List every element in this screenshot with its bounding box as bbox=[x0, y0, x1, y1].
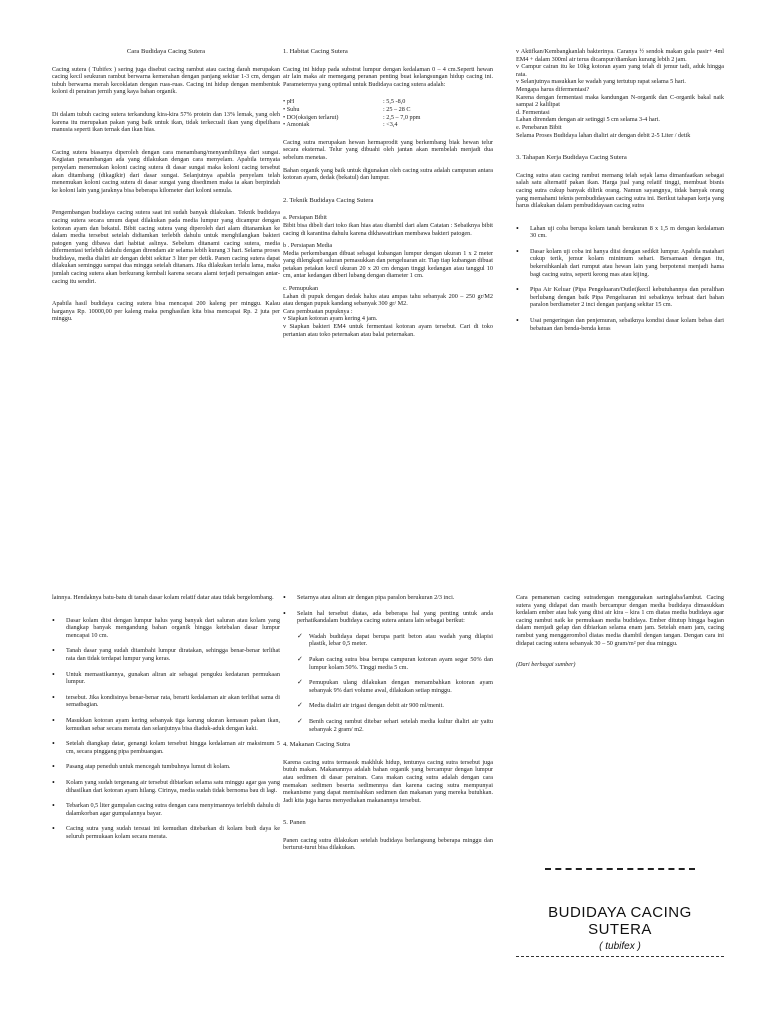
cover-block bbox=[516, 868, 724, 968]
section-title-teknik: 2. Teknik Budidaya Cacing Sutera bbox=[283, 196, 374, 204]
bullet-list bbox=[516, 225, 724, 333]
section-title-tahapan: 3. Tahapan Kerja Budidaya Cacing Sutera bbox=[516, 154, 627, 162]
subheading: a. Persiapan Bibit bbox=[283, 214, 327, 222]
paragraph: Selama Proses Budidaya lahan dialiri air dengan debit 2-5 Liter / detik bbox=[516, 131, 691, 139]
column-3 bbox=[516, 48, 724, 488]
divider bbox=[545, 868, 695, 870]
paragraph: Di dalam tubuh cacing sutera terkandung kira-kira 57% protein dan 13% lemak, yang oleh karena itu merupakan pakan yang baik untuk ikan, tidak terkecuali ikan yang dipelihara manusia seperti ikan ternak dan ikan hias. bbox=[52, 110, 280, 134]
list-item: • Setarnya atau aliran air dengan pipa paralon berukuran 2/3 inci. bbox=[283, 594, 493, 602]
paragraph: Pengembangan budidaya cacing sutera saat ini sudah banyak dilakukan. Teknik budidaya cacing sutera secara umum dapat dilakukan pada media lumpur yang dicampur dengan kotoran ayam dan bekatul. Bibit cacing sutera yang diperoleh dari alam ditanamkan ke dalam media tersebut setelah didiamkan terlebih dahulu untuk menghilangkan bakteri patogen yang dibawa dari habitat aslinya. Sebelum ditanami cacing sutera, media difermentasi terlebih dahulu dengan direndam air selama lebih kurang 3 hari. Selama proses budidaya, media dialiri air dengan debit sekitar 3 liter per detik. Panen cacing sutera dapat dilakukan seminggu sampai dua minggu setelah ditanam. Jika dilakukan terlalu lama, maka jumlah cacing sutera akan berkurang kembali karena secara alami terjadi persaingan antar-cacing itu sendiri. bbox=[52, 209, 280, 285]
list-item: • Kolam yang sudah tergenang air tersebut dibiarkan selama satu minggu agar gas yang dihasilkan dari kotoran ayam hilang. Cirinya, media sudah tidak bernoma bau di lagi. bbox=[52, 779, 280, 794]
paragraph: Cara pembuatan pupuknya : bbox=[283, 307, 353, 315]
paragraph: lainnya. Hendaknya batu-batu di tanah dasar kolam relatif datar atau tidak bergelombang. bbox=[52, 594, 274, 601]
list-item: v Selanjutnya masukkan ke wadah yang tertutup rapat selama 5 hari. bbox=[516, 78, 686, 86]
list-item: • Dasar kolam diisi dengan lumpur halus yang banyak dari saluran atau kolam yang diangkap banyak mengandung bahan organik hingga ketebalan dasar lumpur mencapai 10 cm. bbox=[52, 617, 280, 640]
parameter-row: • DO(oksigen terlarut) : 2,5 – 7,0 ppm bbox=[283, 113, 421, 121]
bullet-list bbox=[52, 617, 280, 841]
paragraph: Cacing sutera ( Tubifex ) sering juga disebut cacing rambut atau cacing darah merupakan cacing kecil seukuran rambut berwarna kemerahan dengan panjang sekitar 1-3 cm, dengan tubuh berwarna merah kecoklatan dengan ruas-ruas. Cacing ini hidup dengan membentuk koloni di perairan jernih yang kaya bahan organik. bbox=[52, 65, 280, 96]
paragraph: Bibit bisa dibeli dari toko ikan hias atau diambil dari alam Catatan : Sebaiknya bibit cacing di karantina dahulu karena dikhawatirkan membawa bakteri patogen. bbox=[283, 221, 493, 237]
paragraph: Karena dengan fermentasi maka kandungan N-organik dan C-organik bakal naik sampai 2 kalilipat bbox=[516, 93, 724, 109]
column-1-title: Cara Budidaya Cacing Sutera bbox=[126, 48, 206, 55]
checklist bbox=[283, 633, 493, 733]
list-item: • tersebut. Jika kondisinya benar-benar rata, berarti kedalaman air akan terlihat sama di sematbagian. bbox=[52, 694, 280, 709]
list-item: v Siapkan kotoran ayam kering 4 jam. bbox=[283, 315, 378, 323]
paragraph: Cacing ini hidup pada substrat lumpur dengan kedalaman 0 – 4 cm.Seperti hewan air lain maka air memegang peranan penting buat kelangsungan hidup cacing ini. Parameternya yang optimal untuk Budidaya cacing sutera adalah: bbox=[283, 65, 493, 88]
paragraph: Lahan di pupuk dengan dedak halus atau ampas tahu sebanyak 200 – 250 gr/M2 atau dengan pupuk kandang sebanyak 300 gr/ M2. bbox=[283, 292, 493, 308]
list-item: • Tanah dasar yang sudah ditambahi lumpur diratakan, sehingga benar-benar terlihat rata dan tidak terdapat lumpur yang keras. bbox=[52, 647, 280, 662]
list-item: • Dasar kolam uji coba ini hanya diisi dengan sedikit lumpur. Apabila matahari cukup terik, jemur kolam minimum sehari. Bersamaan dengan itu, bekersihkanlah dari rumput atau hewan lain yang berpotensi menjadi hama bagi cacing sutra, seperti keong mas atau kijing. bbox=[516, 248, 724, 278]
paragraph: Lahan direndam dengan air setinggi 5 cm selama 3-4 hari. bbox=[516, 116, 660, 124]
paragraph: Bahan organik yang baik untuk digunakan oleh cacing sutra adalah campuran antara kotoran ayam, dedak (bekatul) dan lumpur. bbox=[283, 166, 493, 182]
list-item: • Cacing sutra yang sudah tersuai ini kemudian ditebarkan di kolam budi daya ke seluruh permukaan kolam secara merata. bbox=[52, 825, 280, 840]
list-item: • Pipa Air Keluar (Pipa Pengeluaran/Outlet)kecil kebutuhannya dan peralihan berlubang dengan baik Pipa Pengeluaran ini sebaiknya terbuat dari bahan paralon berdiameter 2 inci dengan panjang sekitar 15 cm. bbox=[516, 286, 724, 309]
subheading: c. Pemupukan bbox=[283, 285, 319, 293]
paragraph: Cacing sutra merupakan hewan hermaprodit yang berkembang biak hewan telur secara eksternal. Telur yang dibuahi oleh jantan akan membelah menjadi dua sebelum menetas. bbox=[283, 138, 493, 161]
divider bbox=[516, 956, 724, 957]
check-item: ✓ Wadah budidaya dapat berupa parit beton atau wadah yang dilapisi plastik, lebar 0,5 meter. bbox=[297, 633, 493, 648]
parameter-row: • Amoniak : <3,4 bbox=[283, 121, 398, 129]
list-item: • Pasang atap peneduh untuk mencegah tumbuhnya lumut di kolam. bbox=[52, 763, 280, 771]
paragraph: Cacing sutera biasanya diperoleh dengan cara menambang/menyambilinya dari sungai. Kegiatan penambangan ada yang dilakukan dengan cara menyelam. Apabila ternyata penyelam menemukan koloni cacing sutera di dasar sungai maka koloni cacing tersebut akan ditambang (dikagikir) dari dasar sungai. Selanjutnya apabila penyelam telah menemukan koloni cacing sutera di dasar sungai yang disedimen maka ia akan berpindah ke koloni lain yang jaraknya bisa beberapa kilometer dari koloni semula. bbox=[52, 148, 280, 194]
list-item: • Masukkan kotoran ayam kering sebanyak tiga karung ukuran kemasan pakan ikan, kemudian sebar secara merata dan selanjutnya bisa diaduk-aduk dengan kaki. bbox=[52, 717, 280, 732]
section-title-panen: 5. Panen bbox=[283, 819, 306, 827]
check-item: ✓ Pakan cacing sutra bisa berupa campuran kotoran ayam segar 50% dan lumpur kolam 50%. Tinggi media 5 cm. bbox=[297, 656, 493, 671]
list-item: • Usai pengeringan dan penjemuran, sebaiknya kondisi dasar kolam bebas dari bebatuan dan benda-benda keras bbox=[516, 317, 724, 332]
column-6 bbox=[516, 594, 724, 734]
cover-title: BUDIDAYA CACING SUTERA bbox=[548, 904, 692, 938]
bullet-list bbox=[283, 594, 493, 625]
subheading: b . Persiapan Media bbox=[283, 242, 333, 250]
section-title-makanan: 4. Makanan Cacing Sutra bbox=[283, 741, 351, 749]
parameter-row: • Suhu : 25 – 28 C bbox=[283, 105, 411, 113]
list-item: • Untuk memastikannya, gunakan aliran air sebagai penguku kedataran permukaan lumpur. bbox=[52, 671, 280, 686]
paragraph: Karena cacing sutra termasuk makhluk hidup, tentunya cacing sutra tersebut juga butuh makan. Makanannya adalah bahan organik yang bercampur dengan lumpur atau sedimen di dasar perairan. Cara makan cacing sutra adalah dengan cara memakan sedimen beserta sedimennya dan karena cacing sutra mempunyai mekanisme yang dapat memisahkan sedimen dan makanan yang mereka butuhkan. Jadi kita juga harus menyediakan makanannya tersebut. bbox=[283, 758, 493, 804]
cover-subtitle: ( tubifex ) bbox=[599, 941, 641, 952]
list-item: • Tebarkan 0,5 liter gumpalan cacing sutra dengan cara menyimannya terlebih dahulu di dalamkorban agar gumpalannya bayar. bbox=[52, 802, 280, 817]
list-item: • Lahan uji coba berupa kolam tanah berukuran 8 x 1,5 m dengan kedalaman 30 cm. bbox=[516, 225, 724, 240]
list-item: • Setelah diangkap datar, genangi kolam tersebut hingga kedalaman air maksimum 5 cm, secara pinggang pipa pembuangan. bbox=[52, 740, 280, 755]
column-5 bbox=[283, 594, 493, 1024]
list-item: v Aktifkan/Kembangkanlah bakterinya. Caranya ½ sendok makan gula pasir+ 4ml EM4 + dalam 300ml air terus dicampur/diamkan kurang lebih 2 jam. bbox=[516, 48, 724, 63]
list-item: • Selain hal tersebut diatas, ada beberapa hal yang penting untuk anda perhatikandalam budidaya cacing sutera antara lain sebagai berikut: bbox=[283, 610, 493, 625]
list-item: v Siapkan bakteri EM4 untuk fermentasi kotoran ayam tersebut. Cari di toko pertanian atau toko peternakan atau balai peternakan. bbox=[283, 323, 493, 338]
paragraph: Apabila hasil budidaya cacing sutera bisa mencapai 200 kaleng per minggu. Kalau harganya Rp. 10000,00 per kaleng maka penghasilan kita bisa mencapai Rp. 2 juta per minggu. bbox=[52, 300, 280, 323]
column-1 bbox=[52, 48, 280, 488]
parameter-row: • pH : 5,5 -8,0 bbox=[283, 98, 406, 106]
list-item: v Campur cairan itu ke 10kg kotoran ayam yang telah di jemur tadi, aduk hingga rata. bbox=[516, 63, 724, 78]
column-4 bbox=[52, 594, 280, 1024]
column-2 bbox=[283, 48, 493, 488]
paragraph: Cara pemanenan cacing sutradengan menggunakan saringlaba/lambut. Cacing sutera yang didapat dan masih bercampur dengan media budidaya dimasukkan kedalam ember atau bak yang diisi air kira – kira 1 cm diatas media budidaya agar cacing rambut naik ke permukaan media budidaya. Ember ditutup hingga bagian dalam menjadi gelap dan dibiarkan selama enam jam. Setelah enam jam, cacing rambut yang menggerombol diatas media diambil dengan tangan. Dengan cara ini didapat cacing sutera sebanyak 30 – 50 gram/m² per dua minggu. bbox=[516, 594, 724, 647]
source-note: (Dari berbagai sumber) bbox=[516, 661, 576, 669]
paragraph: Panen cacing sutra dilakukan setelah budidaya berlangsung beberapa minggu dan berturut-turut bisa dilakukan. bbox=[283, 836, 493, 852]
section-title-habitat: 1. Habitat Cacing Sutera bbox=[283, 48, 348, 55]
paragraph: Media perkembangan dibuat sebagai kubangan lumpur dengan ukuran 1 x 2 meter yang dilengkapi saluran pemasukkan dan pengeluaran air. Tiap tiap kubangan dibuat petakan petakan kecil ukuran 20 x 20 cm dengan tinggi kedangan atau tanggul 10 cm, antar kedangan diberi lubang dengan diameter 1 cm. bbox=[283, 249, 493, 280]
check-item: ✓ Benih cacing rambut ditebar sehari setelah media kultur dialiri air yaitu sebanyak 2 gram/ m2. bbox=[297, 718, 493, 733]
check-item: ✓ Media dialiri air irigasi dengan debit air 900 ml/menit. bbox=[297, 702, 493, 710]
question: Mengapa harus difermentasi? bbox=[516, 85, 590, 93]
check-item: ✓ Pemupukan ulang dilakukan dengan menambahkan kotoran ayam sebanyak 9% dari volume awal, dilakukan setiap minggu. bbox=[297, 679, 493, 694]
parameter-list bbox=[283, 98, 493, 128]
subheading: d. Fermentasi bbox=[516, 108, 550, 116]
paragraph: Cacing sutra atau cacing rambut memang telah sejak lama dimanfaatkan sebagai salah satu alternatif pakan ikan. Harga jual yang relatif tinggi, membuat bisnis cacing sutra cukup banyak dilirik orang. Namun sayangnya, tidak banyak orang yang memahami teknis pembudidayaan cacing sutra ini. Berikut tahapan kerja yang harus dilakukan dalam pembudidayaan cacing sutra bbox=[516, 171, 724, 210]
subheading: e. Penebaran Bibit bbox=[516, 123, 562, 131]
